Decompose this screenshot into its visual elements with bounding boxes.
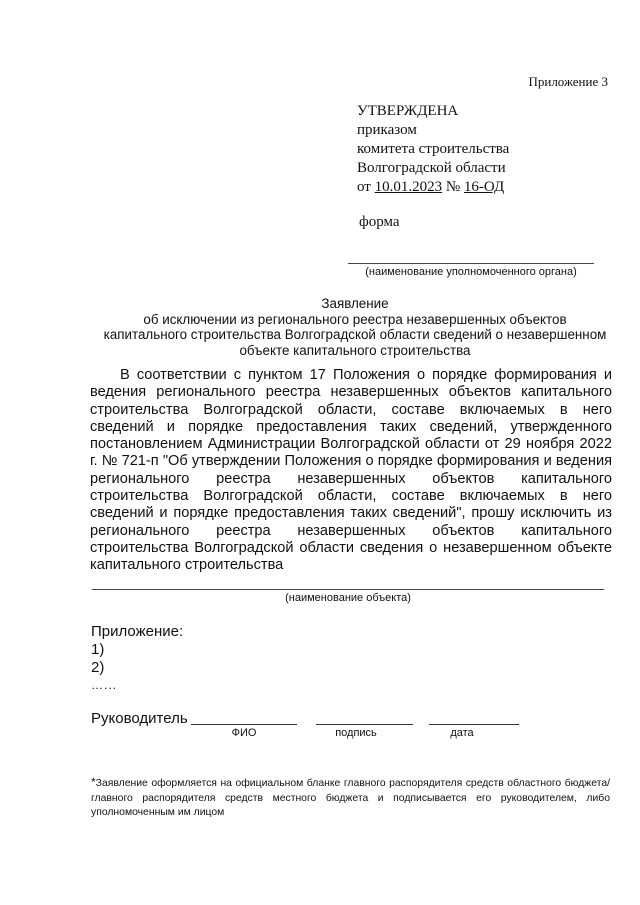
footnote-text: Заявление оформляется на официальном бланке главного распорядителя средств областного бюджета/главного распорядителя средств местного бюджета и подписывается его руководителем, либо уполномоченным им лицом <box>91 778 610 818</box>
heading-title: Заявление <box>321 296 389 311</box>
heading-line-2: капитального строительства Волгоградской области сведений о незавершенном <box>103 327 607 342</box>
approval-number-sign: № <box>445 179 461 195</box>
fio-line <box>191 724 297 725</box>
signature-line <box>316 724 413 725</box>
approval-date: 10.01.2023 <box>374 179 443 195</box>
approval-region-line: Волгоградской области <box>357 160 506 176</box>
form-label: форма <box>359 214 400 230</box>
heading-line-3: объекте капитального строительства <box>239 342 471 358</box>
application-body-text: В соответствии с пунктом 17 Положения о порядке формирования и ведения регионального реестра незавершенных объектов капитального строительства Волгоградской области, составе включаемых в него сведений и порядке предоставления таких сведений, утвержденного постановлением Администрации Волгоградской области от 29 ноября 2022 г. № 721-п "Об утверждении Положения о порядке формирования и ведения регионального реестра незавершенных объектов капитального строительства Волгоградской области, составе включаемых в него сведений и порядке предоставления таких сведений", прошу исключить из регионального реестра незавершенных объектов капитального строительства Волгоградской области сведения о незавершенном объекте капитального строительства <box>90 367 612 574</box>
approval-committee-line: комитета строительства <box>357 141 510 157</box>
attachments-ellipsis: …... <box>91 678 118 692</box>
object-name-caption: (наименование объекта) <box>285 592 411 604</box>
document-heading <box>90 296 620 358</box>
org-name-line <box>348 263 594 264</box>
attachment-item-2: 2) <box>91 659 105 676</box>
appendix-number: Приложение 3 <box>528 74 608 89</box>
footnote <box>91 775 610 821</box>
approval-title: УТВЕРЖДЕНА <box>357 103 459 119</box>
footnote-star: * <box>91 775 96 789</box>
heading-line-1: об исключении из регионального реестра незавершенных объектов <box>143 311 567 327</box>
approval-date-line <box>357 178 509 197</box>
attachments-label: Приложение: <box>91 623 184 640</box>
approval-from-prefix: от <box>357 179 371 195</box>
attachment-item-1: 1) <box>91 641 105 658</box>
approval-block <box>357 102 509 197</box>
attachments-block <box>91 623 183 693</box>
date-caption: дата <box>450 727 474 739</box>
signature-caption: подпись <box>335 727 377 739</box>
object-name-line <box>92 589 604 590</box>
org-name-caption: (наименование уполномоченного органа) <box>365 266 577 278</box>
approval-number: 16-ОД <box>463 179 505 195</box>
approval-order-line: приказом <box>357 122 417 138</box>
fio-caption: ФИО <box>231 727 257 739</box>
date-line <box>429 724 519 725</box>
signatory-label: Руководитель <box>91 710 188 727</box>
